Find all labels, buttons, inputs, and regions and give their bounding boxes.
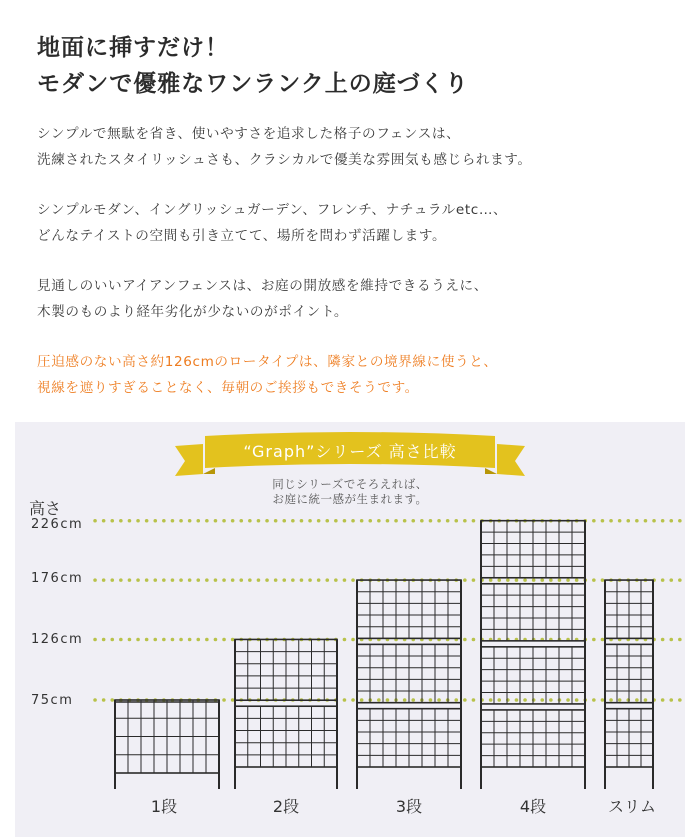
height-label-75: 75cm [31, 693, 74, 708]
paragraph-styles [37, 197, 507, 249]
fence-label-2-tier: 2段 [272, 797, 300, 816]
paragraph-line: 木製のものより経年劣化が少ないのがポイント。 [37, 304, 349, 320]
height-label-226: 226cm [31, 517, 84, 532]
series-note-line-1: 同じシリーズでそろえれば、 [272, 477, 428, 491]
fence-label-slim: スリム [607, 797, 656, 816]
y-axis-label: 高さ [29, 499, 62, 518]
height-guide-lines [95, 521, 685, 700]
page-heading [37, 30, 469, 102]
fence-5 [605, 580, 653, 789]
height-label-126: 126cm [31, 632, 84, 647]
fence-illustrations [115, 521, 653, 789]
paragraph-lattice-fence [37, 121, 532, 173]
fence-1 [115, 700, 219, 789]
paragraph-line: 洗練されたスタイリッシュさも、クラシカルで優美な雰囲気も感じられます。 [37, 152, 532, 168]
paragraph-line: どんなテイストの空間も引き立てて、場所を問わず活躍します。 [37, 228, 447, 244]
highlight-line: 圧迫感のない高さ約126cmのロータイプは、隣家との境界線に使うと、 [37, 354, 498, 370]
ribbon-right-fold [485, 468, 497, 474]
fence-4 [481, 521, 585, 789]
paragraph-line: 見通しのいいアイアンフェンスは、お庭の開放感を維持できるうえに、 [37, 278, 488, 294]
ribbon-left-fold [203, 468, 215, 474]
series-note-line-2: お庭に統一感が生まれます。 [272, 492, 428, 506]
highlight-paragraph [37, 349, 498, 401]
ribbon-right-tail [497, 444, 525, 476]
heading-line-2: モダンで優雅なワンランク上の庭づくり [37, 71, 469, 97]
ribbon-left-tail [175, 444, 203, 476]
height-comparison-panel [15, 422, 685, 837]
fence-2 [235, 639, 337, 789]
highlight-line: 視線を遮りすぎることなく、毎朝のご挨拶もできそうです。 [37, 380, 419, 396]
fence-label-3-tier: 3段 [395, 797, 423, 816]
paragraph-line: シンプルモダン、イングリッシュガーデン、フレンチ、ナチュラルetc…、 [37, 202, 508, 218]
heading-line-1: 地面に挿すだけ！ [37, 35, 229, 61]
fence-3 [357, 580, 461, 789]
paragraph-line: シンプルで無駄を省き、使いやすさを追求した格子のフェンスは、 [37, 126, 461, 142]
paragraph-iron-fence [37, 273, 488, 325]
ribbon-title: “Graph”シリーズ 高さ比較 [243, 442, 457, 461]
fence-label-1-tier: 1段 [150, 797, 178, 816]
height-label-176: 176cm [31, 571, 84, 586]
fence-label-4-tier: 4段 [519, 797, 547, 816]
